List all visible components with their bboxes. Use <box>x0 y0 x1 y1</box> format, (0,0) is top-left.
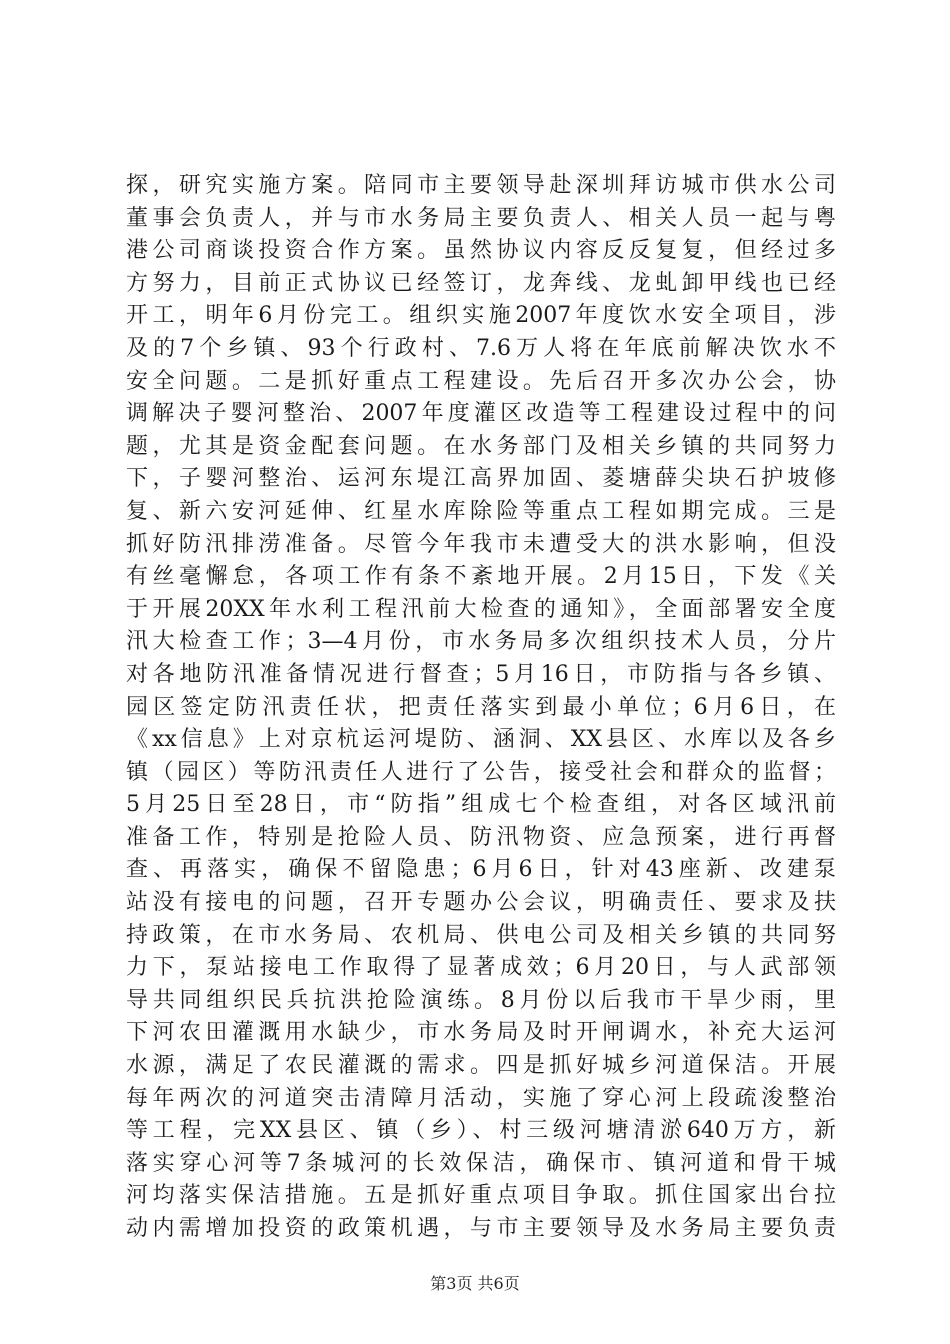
page-footer: 第3页 共6页 <box>430 1274 520 1293</box>
text-line: 有丝毫懈怠，各项工作有条不紊地开展。2月15日，下发《关 <box>126 564 836 590</box>
text-line: 动内需增加投资的政策机遇，与市主要领导及水务局主要负责 <box>126 1216 836 1241</box>
text-line: 开工，明年6月份完工。组织实施2007年度饮水安全项目，涉 <box>126 303 836 329</box>
text-line: 导共同组织民兵抗洪抢险演练。8月份以后我市干旱少雨，里 <box>126 987 836 1013</box>
text-line: 调解决子婴河整治、2007年度灌区改造等工程建设过程中的问 <box>126 401 836 427</box>
text-line: 复、新六安河延伸、红星水库除险等重点工程如期完成。三是 <box>126 498 836 524</box>
text-line: 准备工作，特别是抢险人员、防汛物资、应急预案，进行再督 <box>126 824 836 850</box>
text-line: 抓好防汛排涝准备。尽管今年我市未遭受大的洪水影响，但没 <box>126 531 836 557</box>
text-line: 5月25日至28日，市“防指”组成七个检查组，对各区域汛前 <box>126 792 836 818</box>
text-line: 落实穿心河等7条城河的长效保洁，确保市、镇河道和骨干城 <box>126 1150 836 1176</box>
text-line: 方努力，目前正式协议已经签订，龙奔线、龙虬卸甲线也已经 <box>126 270 836 296</box>
text-line: 查、再落实，确保不留隐患；6月6日，针对43座新、改建泵 <box>126 857 836 883</box>
text-line: 《xx信息》上对京杭运河堤防、涵洞、XX县区、水库以及各乡 <box>126 727 836 753</box>
text-line: 安全问题。二是抓好重点工程建设。先后召开多次办公会，协 <box>126 368 836 394</box>
text-line: 对各地防汛准备情况进行督查；5月16日，市防指与各乡镇、 <box>126 661 836 687</box>
text-line: 等工程，完XX县区、镇（乡）、村三级河塘清淤640万方，新 <box>126 1118 836 1144</box>
text-line: 下河农田灌溉用水缺少，市水务局及时开闸调水，补充大运河 <box>126 1020 836 1046</box>
text-line: 及的7个乡镇、93个行政村、7.6万人将在年底前解决饮水不 <box>126 335 836 361</box>
text-line: 汛大检查工作；3—4月份，市水务局多次组织技术人员，分片 <box>126 629 836 655</box>
text-line: 港公司商谈投资合作方案。虽然协议内容反反复复，但经过多 <box>126 238 836 264</box>
text-line: 站没有接电的问题，召开专题办公会议，明确责任、要求及扶 <box>126 890 836 916</box>
text-line: 持政策，在市水务局、农机局、供电公司及相关乡镇的共同努 <box>126 922 836 948</box>
text-line: 水源，满足了农民灌溉的需求。四是抓好城乡河道保洁。开展 <box>126 1053 836 1079</box>
text-line: 董事会负责人，并与市水务局主要负责人、相关人员一起与粤 <box>126 205 836 231</box>
text-line: 于开展20XX年水利工程汛前大检查的通知》，全面部署安全度 <box>126 596 836 622</box>
text-line: 题，尤其是资金配套问题。在水务部门及相关乡镇的共同努力 <box>126 433 836 459</box>
text-line: 探，研究实施方案。陪同市主要领导赴深圳拜访城市供水公司 <box>126 173 836 198</box>
body-text <box>126 170 836 1246</box>
text-line: 镇（园区）等防汛责任人进行了公告，接受社会和群众的监督； <box>126 759 836 785</box>
text-line: 力下，泵站接电工作取得了显著成效；6月20日，与人武部领 <box>126 955 836 981</box>
text-line: 园区签定防汛责任状，把责任落实到最小单位；6月6日，在 <box>126 694 836 720</box>
text-line: 河均落实保洁措施。五是抓好重点项目争取。抓住国家出台拉 <box>126 1183 836 1209</box>
text-line: 每年两次的河道突击清障月活动，实施了穿心河上段疏浚整治 <box>126 1085 836 1111</box>
text-line: 下，子婴河整治、运河东堤江高界加固、菱塘薛尖块石护坡修 <box>126 466 836 492</box>
